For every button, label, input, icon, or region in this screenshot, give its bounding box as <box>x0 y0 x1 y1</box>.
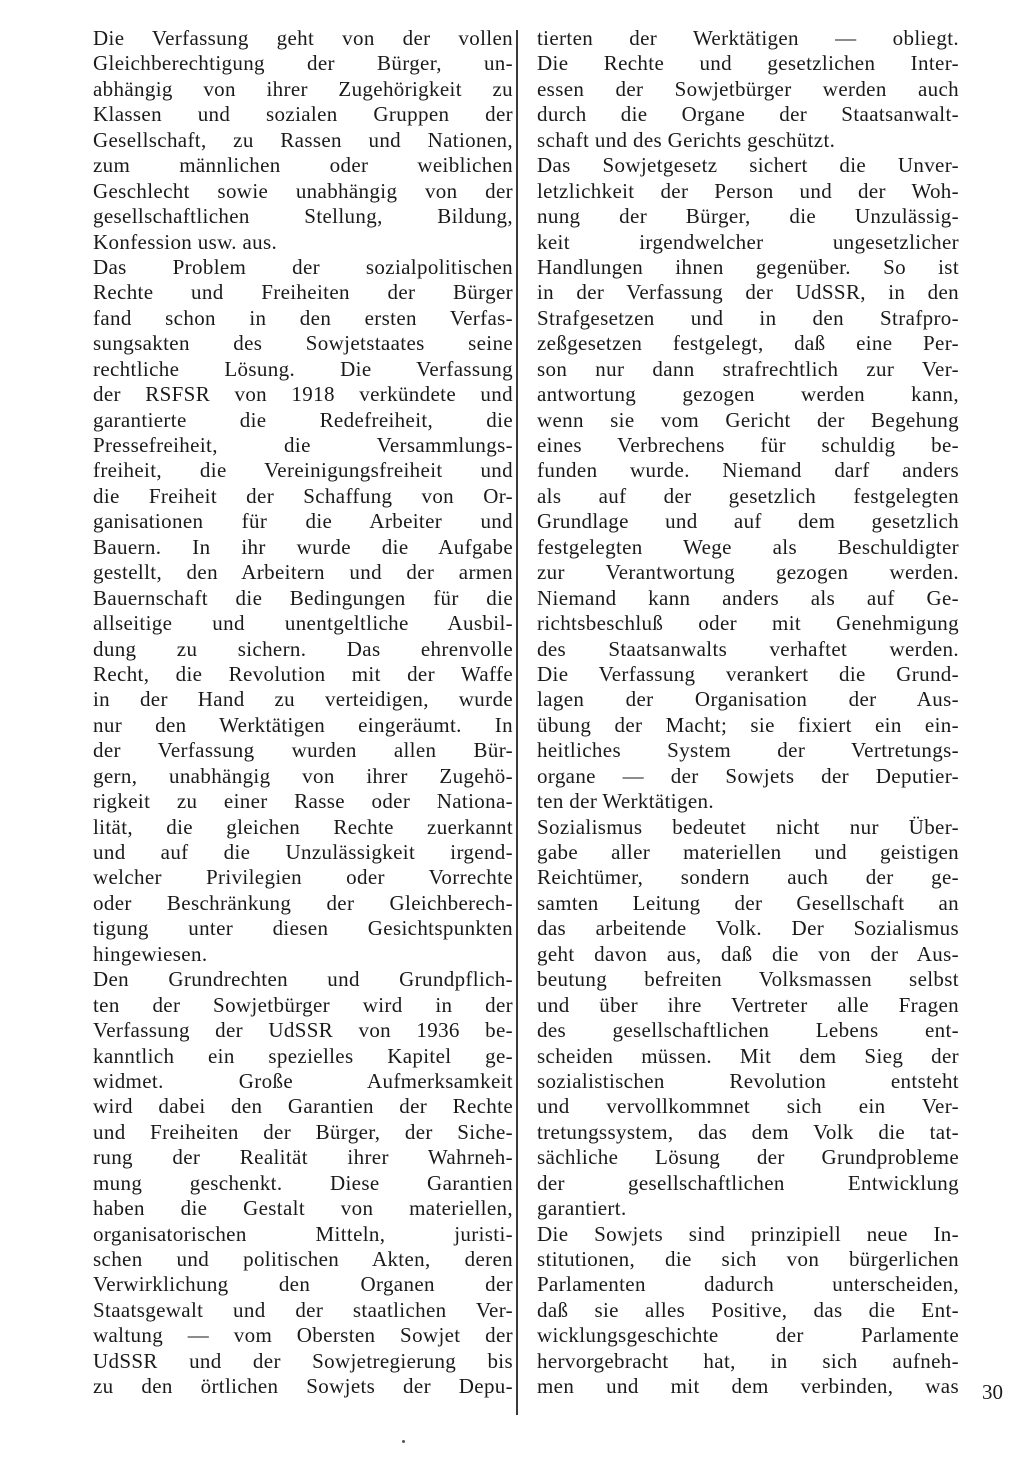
text-line: Das Problem der sozialpolitischen <box>93 254 513 279</box>
text-line: antwortung gezogen werden kann, <box>537 382 959 407</box>
text-line: gabe aller materiellen und geistigen <box>537 840 959 864</box>
page-number: 30 <box>982 1380 1003 1404</box>
text-line: Die Sowjets sind prinzipiell neue In- <box>537 1221 959 1246</box>
text-line: rigkeit zu einer Rasse oder Nationa- <box>93 789 513 814</box>
text-line: festgelegten Wege als Beschuldigter <box>537 534 959 559</box>
text-line: Konfession usw. aus. <box>93 229 278 254</box>
text-line: nung der Bürger, die Unzulässig- <box>537 204 959 229</box>
text-line: und Freiheiten der Bürger, der Siche- <box>93 1119 513 1144</box>
text-line: zum männlichen oder weiblichen <box>93 153 513 178</box>
text-line: samten Leitung der Gesellschaft an <box>537 890 959 915</box>
text-line: wicklungsgeschichte der Parlamente <box>537 1323 959 1348</box>
text-line: ganisationen für die Arbeiter und <box>93 509 513 534</box>
text-line: das arbeitende Volk. Der Sozialismus <box>537 916 959 941</box>
text-line: daß sie alles Positive, das die Ent- <box>537 1297 959 1322</box>
text-line: widmet. Große Aufmerksamkeit <box>93 1068 513 1093</box>
text-line: Gesellschaft, zu Rassen und Nationen, <box>93 127 513 152</box>
text-line: Handlungen ihnen gegenüber. So ist <box>537 254 959 279</box>
text-line: scheiden müssen. Mit dem Sieg der <box>537 1043 959 1068</box>
text-line: dung zu sichern. Das ehrenvolle <box>93 636 513 661</box>
text-line: sungsakten des Sowjetstaates seine <box>93 331 513 356</box>
text-line: Verwirklichung den Organen der <box>93 1272 513 1297</box>
text-line: schaft und des Gerichts geschützt. <box>537 127 836 152</box>
text-line: schen und politischen Akten, deren <box>93 1247 513 1271</box>
text-line: haben die Gestalt von materiellen, <box>93 1196 513 1221</box>
text-line: gesellschaftlichen Stellung, Bildung, <box>93 204 513 229</box>
text-line: welcher Privilegien oder Vorrechte <box>93 865 513 890</box>
text-line: zur Verantwortung gezogen werden. <box>537 560 959 585</box>
text-line: Recht, die Revolution mit der Waffe <box>93 661 513 686</box>
text-line: und vervollkommnet sich ein Ver- <box>537 1094 959 1119</box>
text-line: hervorgebracht hat, in sich aufneh- <box>537 1348 959 1373</box>
text-line: kanntlich ein spezielles Kapitel ge- <box>93 1043 513 1068</box>
text-line: fand schon in den ersten Verfas- <box>93 305 513 330</box>
text-line: Parlamenten dadurch unterscheiden, <box>537 1272 959 1297</box>
text-line: in der Hand zu verteidigen, wurde <box>93 687 513 712</box>
text-line: Gleichberechtigung der Bürger, un- <box>93 51 513 76</box>
text-line: Das Sowjetgesetz sichert die Unver- <box>537 153 959 178</box>
text-line: und auf die Unzulässigkeit irgend- <box>93 840 513 864</box>
text-line: garantiert. <box>537 1196 627 1221</box>
text-line: beutung befreiten Volksmassen selbst <box>537 967 959 992</box>
text-line: letzlichkeit der Person und der Woh- <box>537 178 959 203</box>
text-line: heitliches System der Vertretungs- <box>537 738 959 763</box>
text-line: durch die Organe der Staatsanwalt- <box>537 102 959 127</box>
text-line: Staatsgewalt und der staatlichen Ver- <box>93 1297 513 1322</box>
text-line: Bauern. In ihr wurde die Aufgabe <box>93 534 513 559</box>
text-line: tretungssystem, das dem Volk die tat- <box>537 1119 959 1144</box>
text-line: men und mit dem verbinden, was <box>537 1374 959 1399</box>
text-line: Bauernschaft die Bedingungen für die <box>93 585 513 610</box>
text-line: der Verfassung wurden allen Bür- <box>93 738 513 763</box>
text-line: sozialistischen Revolution entsteht <box>537 1068 959 1093</box>
text-line: Den Grundrechten und Grundpflich- <box>93 967 513 992</box>
text-line: freiheit, die Vereinigungsfreiheit und <box>93 458 513 483</box>
text-line: waltung — vom Obersten Sowjet der <box>93 1323 513 1348</box>
text-line: organe — der Sowjets der Deputier- <box>537 763 959 788</box>
text-line: übung der Macht; sie fixiert ein ein- <box>537 712 959 737</box>
text-line: Reichtümer, sondern auch der ge- <box>537 865 959 890</box>
text-line: stitutionen, die sich von bürgerlichen <box>537 1247 959 1271</box>
text-line: richtsbeschluß oder mit Genehmigung <box>537 611 959 636</box>
text-line: essen der Sowjetbürger werden auch <box>537 76 959 101</box>
text-line: tierten der Werktätigen — obliegt. <box>537 26 959 50</box>
text-line: ten der Sowjetbürger wird in der <box>93 992 513 1017</box>
text-line: Sozialismus bedeutet nicht nur Über- <box>537 814 959 839</box>
left-text-column <box>93 26 513 1400</box>
text-line: sächliche Lösung der Grundprobleme <box>537 1145 959 1170</box>
text-line: geht davon aus, daß die von der Aus- <box>537 941 959 966</box>
text-line: Strafgesetzen und in den Strafpro- <box>537 305 959 330</box>
text-line: Verfassung der UdSSR von 1936 be- <box>93 1018 513 1043</box>
text-line: gern, unabhängig von ihrer Zugehö- <box>93 763 513 788</box>
text-line: Pressefreiheit, die Versammlungs- <box>93 433 513 457</box>
text-line: gestellt, den Arbeitern und der armen <box>93 560 513 585</box>
text-line: UdSSR und der Sowjetregierung bis <box>93 1348 513 1373</box>
text-line: Geschlecht sowie unabhängig von der <box>93 178 513 203</box>
text-line: nur den Werktätigen eingeräumt. In <box>93 712 513 737</box>
text-line: Grundlage und auf dem gesetzlich <box>537 509 959 534</box>
text-line: rechtliche Lösung. Die Verfassung <box>93 356 513 381</box>
text-line: keit irgendwelcher ungesetzlicher <box>537 229 959 254</box>
text-line: wird dabei den Garantien der Rechte <box>93 1094 513 1119</box>
text-line: die Freiheit der Schaffung von Or- <box>93 483 513 508</box>
text-line: Klassen und sozialen Gruppen der <box>93 102 513 127</box>
text-line: als auf der gesetzlich festgelegten <box>537 483 959 508</box>
text-line: rung der Realität ihrer Wahrneh- <box>93 1145 513 1170</box>
scan-speck <box>402 1440 405 1443</box>
text-line: Niemand kann anders als auf Ge- <box>537 585 959 610</box>
text-line: abhängig von ihrer Zugehörigkeit zu <box>93 76 513 101</box>
text-line: funden wurde. Niemand darf anders <box>537 458 959 483</box>
text-line: son nur dann strafrechtlich zur Ver- <box>537 356 959 381</box>
column-divider <box>516 30 518 1415</box>
right-text-column <box>537 26 959 1400</box>
text-line: eines Verbrechens für schuldig be- <box>537 433 959 457</box>
text-line: oder Beschränkung der Gleichberech- <box>93 890 513 915</box>
text-line: in der Verfassung der UdSSR, in den <box>537 280 959 305</box>
text-line: und über ihre Vertreter alle Fragen <box>537 992 959 1017</box>
text-line: zu den örtlichen Sowjets der Depu- <box>93 1374 513 1399</box>
text-line: mung geschenkt. Diese Garantien <box>93 1170 513 1195</box>
text-line: der RSFSR von 1918 verkündete und <box>93 382 513 407</box>
text-line: lität, die gleichen Rechte zuerkannt <box>93 814 513 839</box>
text-line: Die Rechte und gesetzlichen Inter- <box>537 51 959 76</box>
text-line: Die Verfassung geht von der vollen <box>93 26 513 50</box>
text-line: zeßgesetzen festgelegt, daß eine Per- <box>537 331 959 356</box>
text-line: des gesellschaftlichen Lebens ent- <box>537 1018 959 1043</box>
text-line: hingewiesen. <box>93 941 208 966</box>
text-line: des Staatsanwalts verhaftet werden. <box>537 636 959 661</box>
text-line: organisatorischen Mitteln, juristi- <box>93 1221 513 1246</box>
text-line: tigung unter diesen Gesichtspunkten <box>93 916 513 941</box>
text-line: Rechte und Freiheiten der Bürger <box>93 280 513 305</box>
text-line: wenn sie vom Gericht der Begehung <box>537 407 959 432</box>
text-line: garantierte die Redefreiheit, die <box>93 407 513 432</box>
text-line: allseitige und unentgeltliche Ausbil- <box>93 611 513 636</box>
text-line: ten der Werktätigen. <box>537 789 714 814</box>
text-line: der gesellschaftlichen Entwicklung <box>537 1170 959 1195</box>
text-line: Die Verfassung verankert die Grund- <box>537 661 959 686</box>
text-line: lagen der Organisation der Aus- <box>537 687 959 712</box>
